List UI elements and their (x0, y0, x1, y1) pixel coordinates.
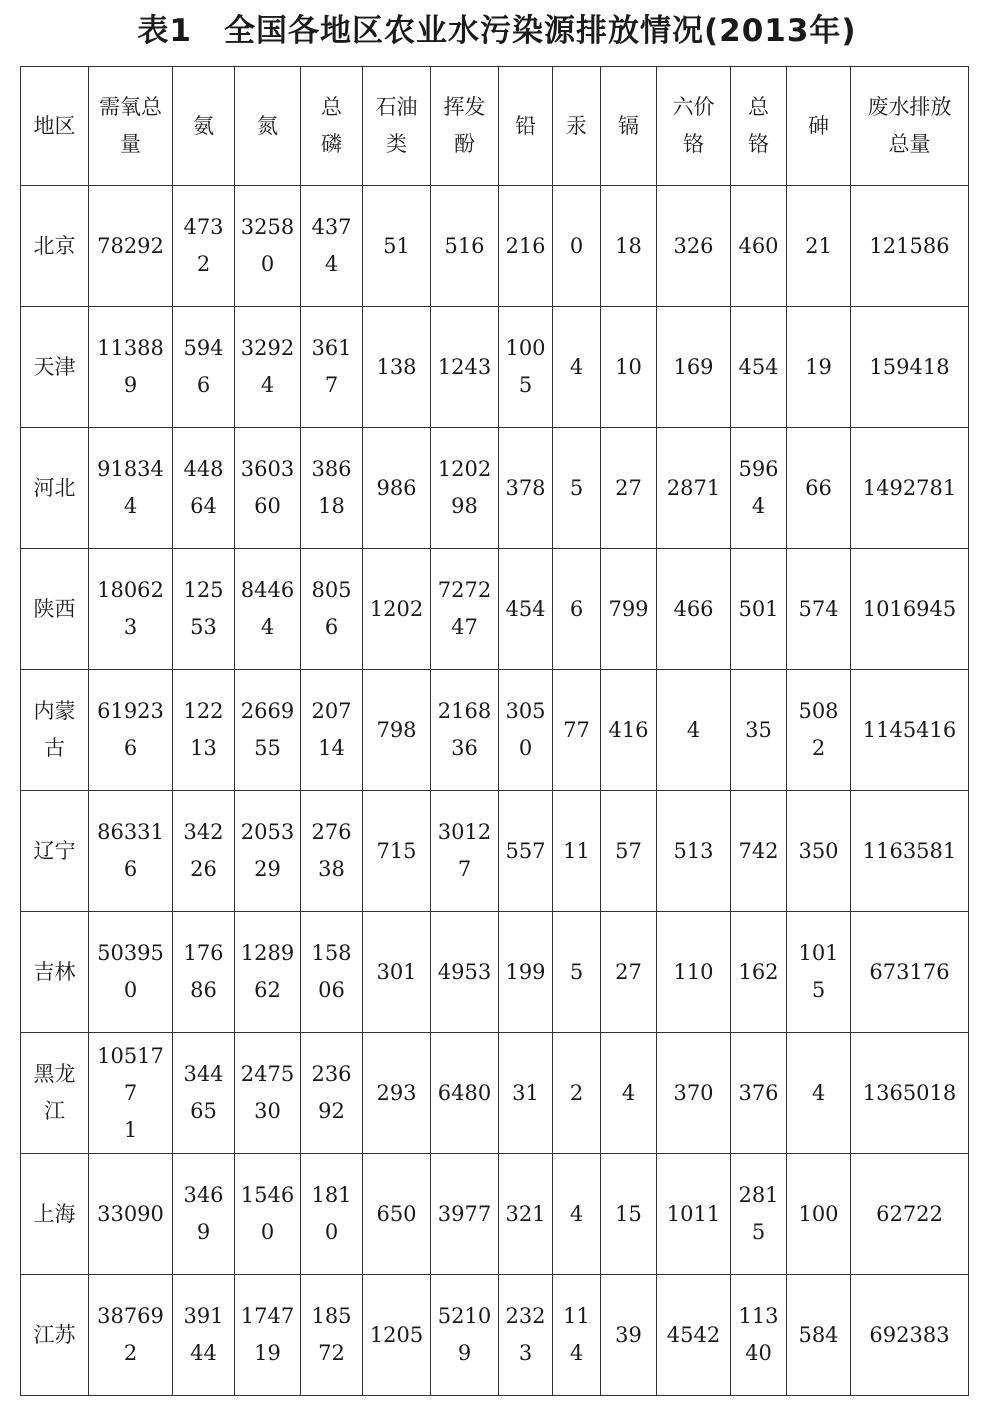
table-row (21, 912, 969, 1033)
value-cell: 361 7 (301, 307, 363, 428)
region-cell: 辽宁 (21, 791, 89, 912)
value-cell: 207 14 (301, 670, 363, 791)
value-cell: 437 4 (301, 186, 363, 307)
value-cell: 805 6 (301, 549, 363, 670)
value-cell: 619236 (89, 670, 173, 791)
value-cell: 386 18 (301, 428, 363, 549)
header-mercury: 汞 (553, 67, 601, 186)
value-cell: 391 44 (173, 1275, 235, 1396)
value-cell: 473 2 (173, 186, 235, 307)
value-cell: 158 06 (301, 912, 363, 1033)
region-cell: 江苏 (21, 1275, 89, 1396)
value-cell: 4 (553, 307, 601, 428)
header-petroleum: 石油 类 (363, 67, 431, 186)
table-row (21, 549, 969, 670)
value-cell: 516 (431, 186, 499, 307)
value-cell: 596 4 (731, 428, 787, 549)
value-cell: 281 5 (731, 1154, 787, 1275)
value-cell: 448 64 (173, 428, 235, 549)
region-cell: 河北 (21, 428, 89, 549)
value-cell: 35 (731, 670, 787, 791)
value-cell: 346 9 (173, 1154, 235, 1275)
header-oxygen-demand: 需氧总 量 (89, 67, 173, 186)
value-cell: 101 5 (787, 912, 851, 1033)
value-cell: 11 4 (553, 1275, 601, 1396)
value-cell: 4953 (431, 912, 499, 1033)
value-cell: 3603 60 (235, 428, 301, 549)
value-cell: 799 (601, 549, 657, 670)
value-cell: 78292 (89, 186, 173, 307)
value-cell: 742 (731, 791, 787, 912)
value-cell: 11 (553, 791, 601, 912)
value-cell: 10 (601, 307, 657, 428)
value-cell: 692383 (851, 1275, 969, 1396)
value-cell: 715 (363, 791, 431, 912)
value-cell: 673176 (851, 912, 969, 1033)
value-cell: 31 (499, 1033, 553, 1154)
value-cell: 180623 (89, 549, 173, 670)
region-cell: 黑龙 江 (21, 1033, 89, 1154)
region-cell: 内蒙 古 (21, 670, 89, 791)
region-cell: 陕西 (21, 549, 89, 670)
value-cell: 5 (553, 912, 601, 1033)
value-cell: 650 (363, 1154, 431, 1275)
value-cell: 2475 30 (235, 1033, 301, 1154)
value-cell: 232 3 (499, 1275, 553, 1396)
value-cell: 503950 (89, 912, 173, 1033)
value-cell: 181 0 (301, 1154, 363, 1275)
value-cell: 387692 (89, 1275, 173, 1396)
value-cell: 1202 (363, 549, 431, 670)
value-cell: 138 (363, 307, 431, 428)
value-cell: 574 (787, 549, 851, 670)
value-cell: 113889 (89, 307, 173, 428)
header-wastewater: 废水排放 总量 (851, 67, 969, 186)
header-arsenic: 砷 (787, 67, 851, 186)
header-volatile-phenol: 挥发 酚 (431, 67, 499, 186)
header-ammonia: 氨 (173, 67, 235, 186)
value-cell: 15 (601, 1154, 657, 1275)
value-cell: 2871 (657, 428, 731, 549)
value-cell: 1365018 (851, 1033, 969, 1154)
value-cell: 1546 0 (235, 1154, 301, 1275)
value-cell: 350 (787, 791, 851, 912)
value-cell: 342 26 (173, 791, 235, 912)
value-cell: 2 (553, 1033, 601, 1154)
value-cell: 321 (499, 1154, 553, 1275)
value-cell: 301 (363, 912, 431, 1033)
value-cell: 125 53 (173, 549, 235, 670)
value-cell: 5 (553, 428, 601, 549)
value-cell: 27 (601, 912, 657, 1033)
value-cell: 2053 29 (235, 791, 301, 912)
table-row (21, 428, 969, 549)
value-cell: 66 (787, 428, 851, 549)
pollution-table (20, 66, 969, 1396)
header-lead: 铅 (499, 67, 553, 186)
value-cell: 185 72 (301, 1275, 363, 1396)
value-cell: 986 (363, 428, 431, 549)
value-cell: 121586 (851, 186, 969, 307)
value-cell: 62722 (851, 1154, 969, 1275)
value-cell: 454 (499, 549, 553, 670)
value-cell: 1145416 (851, 670, 969, 791)
value-cell: 4 (601, 1033, 657, 1154)
value-cell: 1243 (431, 307, 499, 428)
header-total-phosphorus: 总 磷 (301, 67, 363, 186)
value-cell: 863316 (89, 791, 173, 912)
value-cell: 4542 (657, 1275, 731, 1396)
region-cell: 上海 (21, 1154, 89, 1275)
value-cell: 1492781 (851, 428, 969, 549)
value-cell: 557 (499, 791, 553, 912)
value-cell: 5210 9 (431, 1275, 499, 1396)
value-cell: 454 (731, 307, 787, 428)
value-cell: 113 40 (731, 1275, 787, 1396)
value-cell: 370 (657, 1033, 731, 1154)
value-cell: 100 (787, 1154, 851, 1275)
region-cell: 吉林 (21, 912, 89, 1033)
table-body (21, 186, 969, 1396)
value-cell: 918344 (89, 428, 173, 549)
value-cell: 100 5 (499, 307, 553, 428)
value-cell: 508 2 (787, 670, 851, 791)
table-row (21, 1275, 969, 1396)
value-cell: 4 (787, 1033, 851, 1154)
value-cell: 8446 4 (235, 549, 301, 670)
value-cell: 416 (601, 670, 657, 791)
value-cell: 27 (601, 428, 657, 549)
value-cell: 1202 98 (431, 428, 499, 549)
value-cell: 378 (499, 428, 553, 549)
value-cell: 276 38 (301, 791, 363, 912)
value-cell: 594 6 (173, 307, 235, 428)
value-cell: 798 (363, 670, 431, 791)
region-cell: 天津 (21, 307, 89, 428)
value-cell: 293 (363, 1033, 431, 1154)
value-cell: 33090 (89, 1154, 173, 1275)
value-cell: 1011 (657, 1154, 731, 1275)
value-cell: 57 (601, 791, 657, 912)
value-cell: 51 (363, 186, 431, 307)
header-region: 地区 (21, 67, 89, 186)
value-cell: 176 86 (173, 912, 235, 1033)
value-cell: 4 (657, 670, 731, 791)
value-cell: 2168 36 (431, 670, 499, 791)
table-row (21, 307, 969, 428)
value-cell: 3292 4 (235, 307, 301, 428)
value-cell: 1163581 (851, 791, 969, 912)
value-cell: 344 65 (173, 1033, 235, 1154)
value-cell: 236 92 (301, 1033, 363, 1154)
table-row (21, 670, 969, 791)
region-cell: 北京 (21, 186, 89, 307)
value-cell: 1747 19 (235, 1275, 301, 1396)
value-cell: 466 (657, 549, 731, 670)
header-total-chromium: 总 铬 (731, 67, 787, 186)
value-cell: 105177 1 (89, 1033, 173, 1154)
table-row (21, 186, 969, 307)
value-cell: 77 (553, 670, 601, 791)
header-hexavalent-chromium: 六价 铬 (657, 67, 731, 186)
value-cell: 376 (731, 1033, 787, 1154)
value-cell: 199 (499, 912, 553, 1033)
value-cell: 18 (601, 186, 657, 307)
value-cell: 3258 0 (235, 186, 301, 307)
table-row (21, 791, 969, 912)
value-cell: 6 (553, 549, 601, 670)
value-cell: 169 (657, 307, 731, 428)
value-cell: 305 0 (499, 670, 553, 791)
value-cell: 39 (601, 1275, 657, 1396)
value-cell: 0 (553, 186, 601, 307)
value-cell: 7272 47 (431, 549, 499, 670)
table-row (21, 1033, 969, 1154)
value-cell: 6480 (431, 1033, 499, 1154)
value-cell: 21 (787, 186, 851, 307)
value-cell: 110 (657, 912, 731, 1033)
value-cell: 501 (731, 549, 787, 670)
value-cell: 1016945 (851, 549, 969, 670)
value-cell: 584 (787, 1275, 851, 1396)
value-cell: 4 (553, 1154, 601, 1275)
value-cell: 162 (731, 912, 787, 1033)
value-cell: 1289 62 (235, 912, 301, 1033)
header-cadmium: 镉 (601, 67, 657, 186)
table-row (21, 1154, 969, 1275)
value-cell: 1205 (363, 1275, 431, 1396)
value-cell: 3012 7 (431, 791, 499, 912)
value-cell: 513 (657, 791, 731, 912)
value-cell: 122 13 (173, 670, 235, 791)
value-cell: 2669 55 (235, 670, 301, 791)
header-nitrogen: 氮 (235, 67, 301, 186)
value-cell: 216 (499, 186, 553, 307)
value-cell: 159418 (851, 307, 969, 428)
value-cell: 19 (787, 307, 851, 428)
value-cell: 460 (731, 186, 787, 307)
value-cell: 326 (657, 186, 731, 307)
table-title: 表1 全国各地区农业水污染源排放情况(2013年) (137, 13, 857, 49)
value-cell: 3977 (431, 1154, 499, 1275)
header-row (21, 67, 969, 186)
